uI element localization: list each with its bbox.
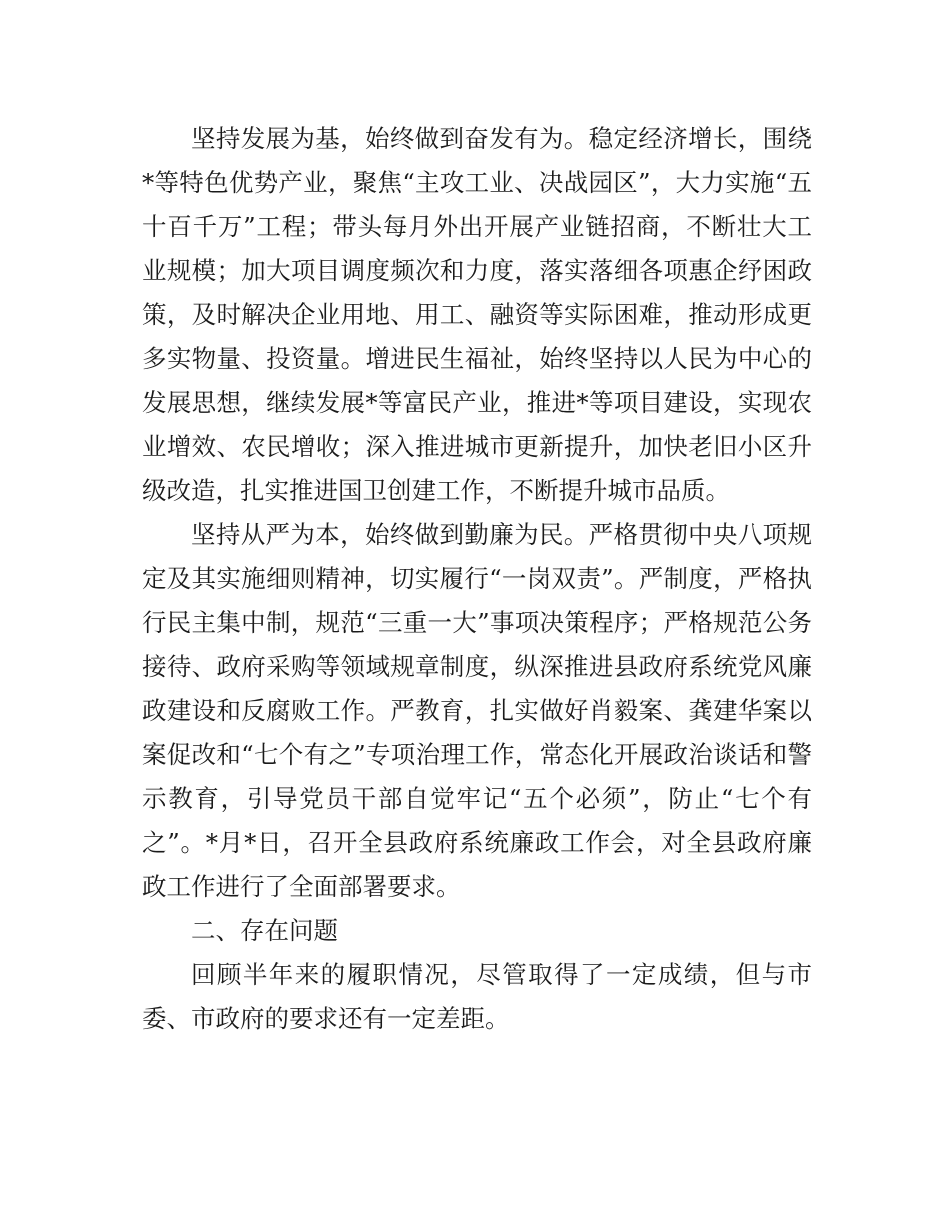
paragraph-integrity: 坚持从严为本，始终做到勤廉为民。严格贯彻中央八项规定及其实施细则精神，切实履行“一岗双责”。严制度，严格执行民主集中制，规范“三重一大”事项决策程序；严格规范公务接待、政府采购等领域规章制度，纵深推进县政府系统党风廉政建设和反腐败工作。严教育，扎实做好肖毅案、龚建华案以案促改和“七个有之”专项治理工作，常态化开展政治谈话和警示教育，引导党员干部自觉牢记“五个必须”，防止“七个有之”。*月*日，召开全县政府系统廉政工作会，对全县政府廉政工作进行了全面部署要求。 xyxy=(142,520,812,901)
paragraph-development: 坚持发展为基，始终做到奋发有为。稳定经济增长，围绕*等特色优势产业，聚焦“主攻工业、决战园区”，大力实施“五十百千万”工程；带头每月外出开展产业链招商，不断壮大工业规模；加大项目调度频次和力度，落实落细各项惠企纾困政策，及时解决企业用地、用工、融资等实际困难，推动形成更多实物量、投资量。增进民生福祉，始终坚持以人民为中心的发展思想，继续发展*等富民产业，推进*等项目建设，实现农业增效、农民增收；深入推进城市更新提升，加快老旧小区升级改造，扎实推进国卫创建工作，不断提升城市品质。 xyxy=(142,124,812,505)
paragraph-review: 回顾半年来的履职情况，尽管取得了一定成绩，但与市委、市政府的要求还有一定差距。 xyxy=(142,960,812,1033)
section-heading-problems: 二、存在问题 xyxy=(191,916,338,945)
document-body xyxy=(142,117,812,1041)
